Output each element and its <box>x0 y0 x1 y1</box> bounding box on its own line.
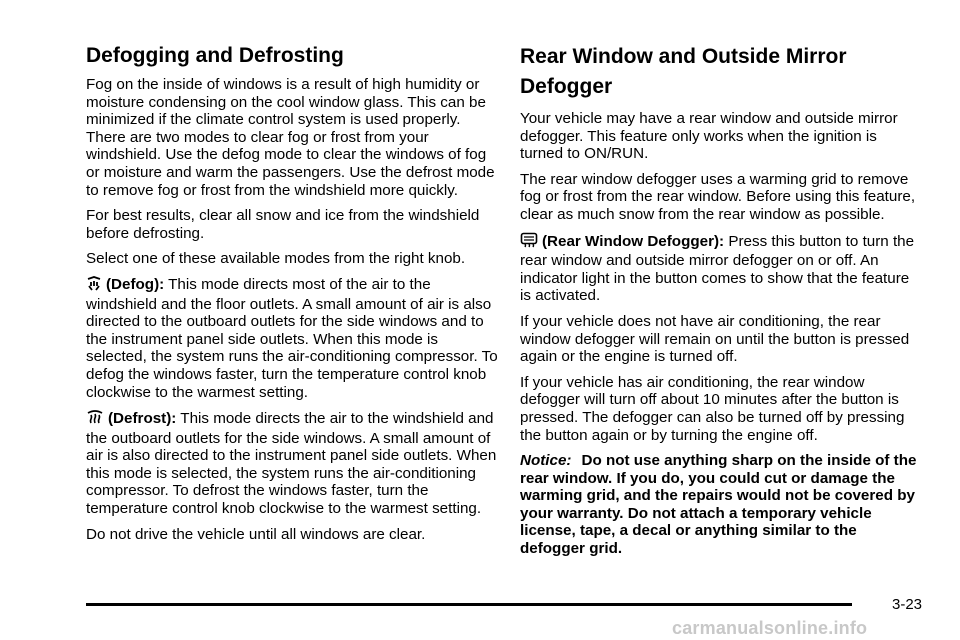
paragraph: For best results, clear all snow and ice from the windshield before defrosting. <box>86 207 480 242</box>
rear-defogger-label: (Rear Window Defogger): <box>542 232 725 250</box>
defog-icon <box>86 276 102 296</box>
footer-rule <box>86 603 852 606</box>
defrost-mode-item <box>86 409 500 518</box>
rear-defogger-item <box>520 232 920 305</box>
rear-defogger-description: Press this button to turn the rear window and outside mirror defogger on or off. An indicator light in the button comes to show that the feature is activated. <box>520 232 915 305</box>
paragraph: Fog on the inside of windows is a result of high humidity or moisture condensing on the cool window glass. This can be minimized if the climate control system is used properly. There are two modes to clear fog or frost from your windshield. Use the defog mode to clear the windows of fog or moisture and warm the passengers. Use the defrost mode to remove fog or frost from the windshield more quickly. <box>86 76 495 199</box>
notice-text: Do not use anything sharp on the inside of the rear window. If you do, you could cut or damage the warming grid, and the repairs would not be covered by your warranty. Do not attach a temporary vehicle license, tape, a decal or anything similar to the defogger grid. <box>520 452 917 558</box>
section-heading-defogging: Defogging and Defrosting <box>86 44 344 67</box>
notice <box>520 452 920 558</box>
section-heading-rear-defogger: Rear Window and Outside Mirror Defogger <box>520 45 847 98</box>
paragraph: The rear window defogger uses a warming grid to remove fog or frost from the rear window. Before using this feature, clear as much snow from the rear window as possible. <box>520 170 916 223</box>
defog-description: This mode directs most of the air to the windshield and the floor outlets. A small amount of air is also directed to the outboard outlets for the side windows and to the instrument panel side outlets. When this mode is selected, the system runs the air-conditioning compressor. To defog the windows faster, turn the temperature control knob clockwise to the warmest setting. <box>86 275 498 401</box>
left-column <box>86 42 500 551</box>
paragraph: Your vehicle may have a rear window and outside mirror defogger. This feature only works when the ignition is turned to ON/RUN. <box>520 110 898 163</box>
paragraph: If your vehicle has air conditioning, the rear window defogger will turn off about 10 minutes after the button is pressed. The defogger can also be turned off by pressing the button again or by turning the engine off. <box>520 373 905 444</box>
page-number: 3-23 <box>892 596 923 613</box>
defrost-description: This mode directs the air to the windshield and the outboard outlets for the side windows. A small amount of air is also directed to the instrument panel side outlets. When this mode is selected, the system runs the air-conditioning compressor. To defrost the windows faster, turn the temperature control knob clockwise to the warmest setting. <box>86 410 497 518</box>
paragraph: Select one of these available modes from the right knob. <box>86 250 466 268</box>
rear-defogger-icon <box>520 232 538 253</box>
defrost-label: (Defrost): <box>108 410 177 428</box>
defog-label: (Defog): <box>106 275 165 293</box>
right-column <box>520 42 920 566</box>
defog-mode-item <box>86 276 500 401</box>
watermark: carmanualsonline.info <box>672 618 868 638</box>
defrost-icon <box>86 409 104 430</box>
notice-label: Notice: <box>520 452 572 470</box>
paragraph: If your vehicle does not have air conditioning, the rear window defogger will remain on until the button is pressed again or the engine is turned off. <box>520 312 910 366</box>
paragraph: Do not drive the vehicle until all windows are clear. <box>86 525 426 543</box>
